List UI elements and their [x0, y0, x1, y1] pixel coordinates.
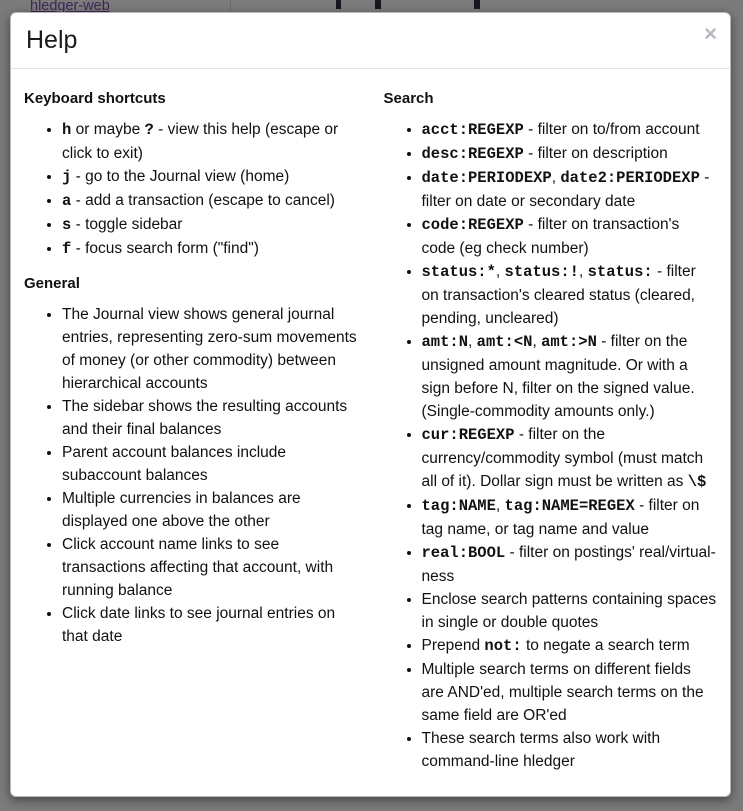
help-modal	[10, 12, 731, 797]
code-snippet: date2:PERIODEXP	[560, 169, 700, 187]
code-snippet: date:PERIODEXP	[421, 169, 552, 187]
help-list-item: • The Journal view shows general journal entries, representing zero-sum movements of money (or other commodity) between hierarchical accounts	[62, 303, 358, 395]
help-list-item: • real:BOOL - filter on postings' real/virtual-ness	[422, 541, 718, 588]
section-heading: General	[24, 275, 80, 292]
code-snippet: \$	[687, 473, 707, 491]
code-snippet: ?	[144, 121, 154, 139]
help-modal-header	[11, 13, 730, 69]
code-snippet: a	[62, 192, 72, 210]
help-list-item: • Click date links to see journal entries on that date	[62, 602, 358, 648]
hledger-web-brand-link[interactable]: hledger-web	[30, 0, 110, 12]
help-list-item: • Enclose search patterns containing spaces in single or double quotes	[422, 588, 718, 634]
help-column-right	[371, 90, 731, 787]
section-heading: Keyboard shortcuts	[24, 90, 166, 107]
help-modal-title: Help	[26, 26, 78, 54]
code-snippet: tag:NAME	[421, 497, 496, 515]
help-list-item: • f - focus search form ("find")	[62, 237, 358, 261]
code-snippet: tag:NAME=REGEX	[504, 497, 635, 515]
code-snippet: amt:>N	[541, 333, 597, 351]
help-list-item: • acct:REGEXP - filter on to/from account	[422, 118, 718, 142]
code-snippet: status:	[587, 263, 653, 281]
code-snippet: desc:REGEXP	[421, 145, 524, 163]
page-heading-fragment	[375, 0, 381, 9]
code-snippet: s	[62, 216, 72, 234]
page-heading-fragment	[474, 0, 480, 9]
page-heading-fragment	[336, 0, 341, 9]
help-list-item: • a - add a transaction (escape to cancel)	[62, 189, 358, 213]
close-icon[interactable]: ×	[704, 21, 717, 46]
help-list-item: • j - go to the Journal view (home)	[62, 165, 358, 189]
help-list	[24, 303, 358, 648]
code-snippet: f	[62, 240, 72, 258]
code-snippet: j	[62, 168, 72, 186]
help-list-item: • h or maybe ? - view this help (escape or click to exit)	[62, 118, 358, 165]
dimmed-page-background	[0, 0, 743, 12]
help-list-item: • desc:REGEXP - filter on description	[422, 142, 718, 166]
help-list-item: • These search terms also work with command-line hledger	[422, 727, 718, 773]
help-list-item: • The sidebar shows the resulting accounts and their final balances	[62, 395, 358, 441]
help-list-item: • Parent account balances include subaccount balances	[62, 441, 358, 487]
code-snippet: status:*	[421, 263, 496, 281]
help-list-item: • amt:N, amt:<N, amt:>N - filter on the unsigned amount magnitude. Or with a sign before N, filter on the signed value. (Single-commodity amounts only.)	[422, 330, 718, 423]
help-list-item: • Multiple search terms on different fields are AND'ed, multiple search terms on the same field are OR'ed	[422, 658, 718, 727]
code-snippet: cur:REGEXP	[421, 426, 515, 444]
code-snippet: real:BOOL	[421, 544, 506, 562]
help-modal-body	[11, 69, 730, 787]
help-list	[384, 118, 718, 773]
help-list-item: • status:*, status:!, status: - filter on transaction's cleared status (cleared, pending, uncleared)	[422, 260, 718, 330]
code-snippet: amt:N	[421, 333, 469, 351]
code-snippet: amt:<N	[476, 333, 533, 351]
help-list-item: • Click account name links to see transactions affecting that account, with running balance	[62, 533, 358, 602]
help-list-item: • Prepend not: to negate a search term	[422, 634, 718, 658]
help-column-left	[11, 90, 371, 787]
help-list-item: • code:REGEXP - filter on transaction's code (eg check number)	[422, 213, 718, 260]
code-snippet: h	[62, 121, 72, 139]
help-list-item: • tag:NAME, tag:NAME=REGEX - filter on tag name, or tag name and value	[422, 494, 718, 541]
code-snippet: acct:REGEXP	[421, 121, 524, 139]
sidebar-divider	[230, 0, 231, 12]
code-snippet: not:	[484, 637, 522, 655]
code-snippet: code:REGEXP	[421, 216, 524, 234]
code-snippet: status:!	[504, 263, 579, 281]
help-list-item: • s - toggle sidebar	[62, 213, 358, 237]
help-list	[24, 118, 358, 261]
help-list-item: • cur:REGEXP - filter on the currency/commodity symbol (must match all of it). Dollar sign must be written as \$	[422, 423, 718, 494]
help-list-item: • Multiple currencies in balances are displayed one above the other	[62, 487, 358, 533]
help-list-item: • date:PERIODEXP, date2:PERIODEXP - filter on date or secondary date	[422, 166, 718, 213]
section-heading: Search	[383, 90, 434, 107]
